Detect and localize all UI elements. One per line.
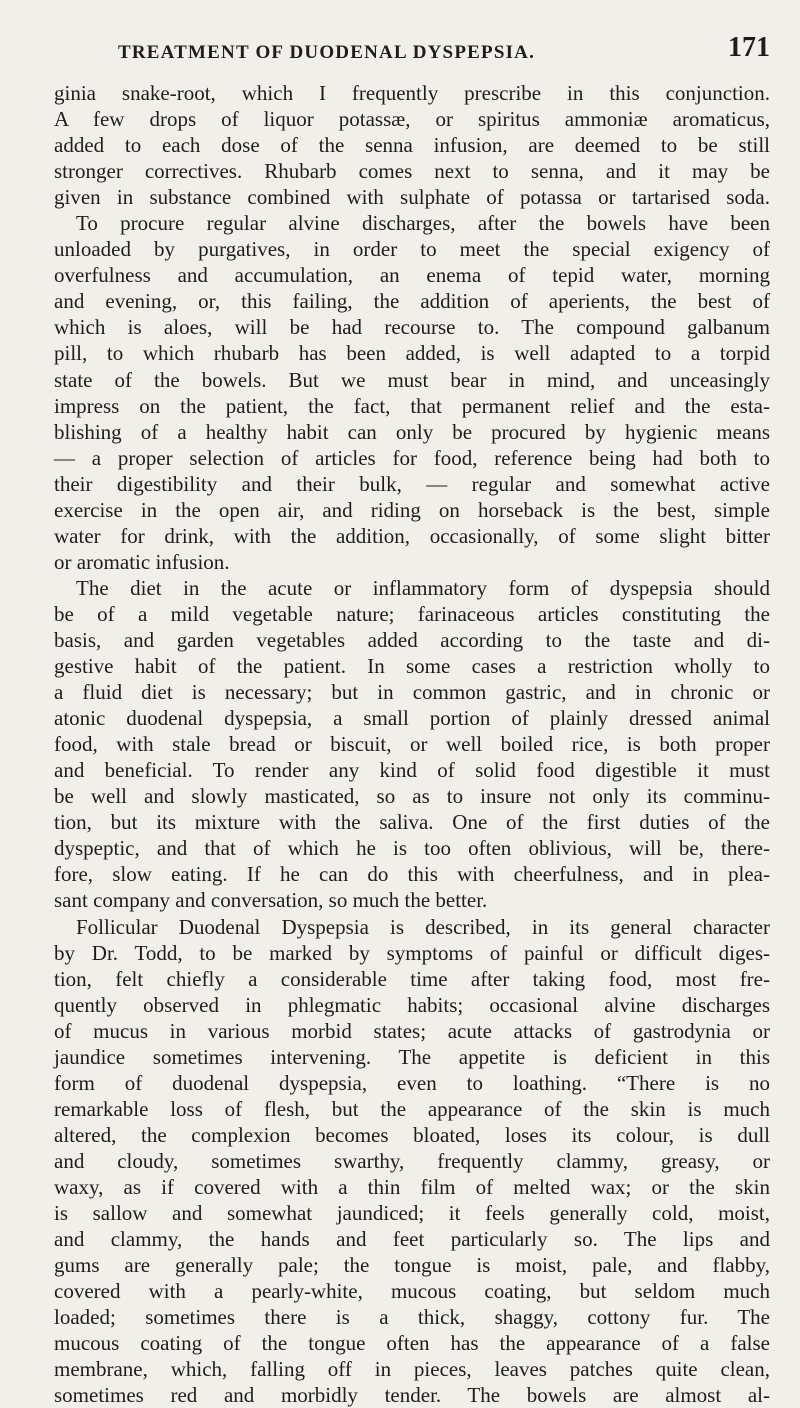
page-number: 171 <box>728 32 770 63</box>
text-line: overfulness and accumulation, an enema of tepid water, morning <box>54 263 770 288</box>
text-line: atonic duodenal dyspepsia, a small portion of plainly dressed animal <box>54 706 770 731</box>
text-line: exercise in the open air, and riding on horseback is the best, simple <box>54 497 770 522</box>
body-text <box>54 80 770 1408</box>
text-line: — a proper selection of articles for food, reference being had both to <box>54 445 770 470</box>
text-line: added to each dose of the senna infusion, are deemed to be still <box>54 133 770 158</box>
text-line: by Dr. Todd, to be marked by symptoms of painful or difficult diges- <box>54 940 770 965</box>
text-line: sometimes red and morbidly tender. The bowels are almost al- <box>54 1383 770 1408</box>
text-line: water for drink, with the addition, occasionally, of some slight bitter <box>54 523 770 548</box>
text-line: pill, to which rhubarb has been added, is well adapted to a torpid <box>54 341 770 366</box>
text-line: state of the bowels. But we must bear in mind, and unceasingly <box>54 367 770 392</box>
text-line: To procure regular alvine discharges, after the bowels have been <box>76 211 770 236</box>
text-line: The diet in the acute or inflammatory form of dyspepsia should <box>76 575 770 600</box>
text-line: fore, slow eating. If he can do this with cheerfulness, and in plea- <box>54 862 770 887</box>
text-line: Follicular Duodenal Dyspepsia is described, in its general character <box>76 914 770 939</box>
text-line: and beneficial. To render any kind of solid food digestible it must <box>54 758 770 783</box>
running-head: TREATMENT OF DUODENAL DYSPEPSIA. <box>118 42 536 63</box>
text-line: or aromatic infusion. <box>54 549 230 574</box>
text-line: and clammy, the hands and feet particularly so. The lips and <box>54 1227 770 1252</box>
text-line: altered, the complexion becomes bloated, loses its colour, is dull <box>54 1122 770 1147</box>
text-line: gestive habit of the patient. In some cases a restriction wholly to <box>54 654 770 679</box>
text-line: food, with stale bread or biscuit, or well boiled rice, is both proper <box>54 732 770 757</box>
text-line: be of a mild vegetable nature; farinaceous articles constituting the <box>54 601 770 626</box>
text-line: stronger correctives. Rhubarb comes next to senna, and it may be <box>54 159 770 184</box>
text-line: given in substance combined with sulphate of potassa or tartarised soda. <box>54 185 770 210</box>
text-line: of mucus in various morbid states; acute attacks of gastrodynia or <box>54 1018 770 1043</box>
text-line: which is aloes, will be had recourse to. The compound galbanum <box>54 315 770 340</box>
text-line: tion, felt chiefly a considerable time after taking food, most fre- <box>54 966 770 991</box>
text-line: gums are generally pale; the tongue is moist, pale, and flabby, <box>54 1253 770 1278</box>
text-line: tion, but its mixture with the saliva. One of the first duties of the <box>54 810 770 835</box>
text-line: a fluid diet is necessary; but in common gastric, and in chronic or <box>54 680 770 705</box>
text-line: waxy, as if covered with a thin film of melted wax; or the skin <box>54 1174 770 1199</box>
text-line: membrane, which, falling off in pieces, leaves patches quite clean, <box>54 1357 770 1382</box>
text-line: remarkable loss of flesh, but the appearance of the skin is much <box>54 1096 770 1121</box>
text-line: and cloudy, sometimes swarthy, frequently clammy, greasy, or <box>54 1148 770 1173</box>
text-line: blishing of a healthy habit can only be procured by hygienic means <box>54 419 770 444</box>
text-line: be well and slowly masticated, so as to insure not only its comminu- <box>54 784 770 809</box>
text-line: A few drops of liquor potassæ, or spiritus ammoniæ aromaticus, <box>54 107 770 132</box>
text-line: impress on the patient, the fact, that permanent relief and the esta- <box>54 393 770 418</box>
text-line: dyspeptic, and that of which he is too often oblivious, will be, there- <box>54 836 770 861</box>
text-line: loaded; sometimes there is a thick, shaggy, cottony fur. The <box>54 1305 770 1330</box>
text-line: basis, and garden vegetables added according to the taste and di- <box>54 627 770 652</box>
text-line: and evening, or, this failing, the addition of aperients, the best of <box>54 289 770 314</box>
text-line: their digestibility and their bulk, — regular and somewhat active <box>54 471 770 496</box>
text-line: ginia snake-root, which I frequently prescribe in this conjunction. <box>54 81 770 105</box>
text-line: quently observed in phlegmatic habits; occasional alvine discharges <box>54 992 770 1017</box>
text-line: is sallow and somewhat jaundiced; it feels generally cold, moist, <box>54 1201 770 1226</box>
text-line: covered with a pearly-white, mucous coating, but seldom much <box>54 1279 770 1304</box>
text-line: mucous coating of the tongue often has the appearance of a false <box>54 1331 770 1356</box>
text-line: form of duodenal dyspepsia, even to loathing. “There is no <box>54 1070 770 1095</box>
text-line: sant company and conversation, so much the better. <box>54 888 488 913</box>
text-line: unloaded by purgatives, in order to meet the special exigency of <box>54 237 770 262</box>
text-line: jaundice sometimes intervening. The appetite is deficient in this <box>54 1044 770 1069</box>
